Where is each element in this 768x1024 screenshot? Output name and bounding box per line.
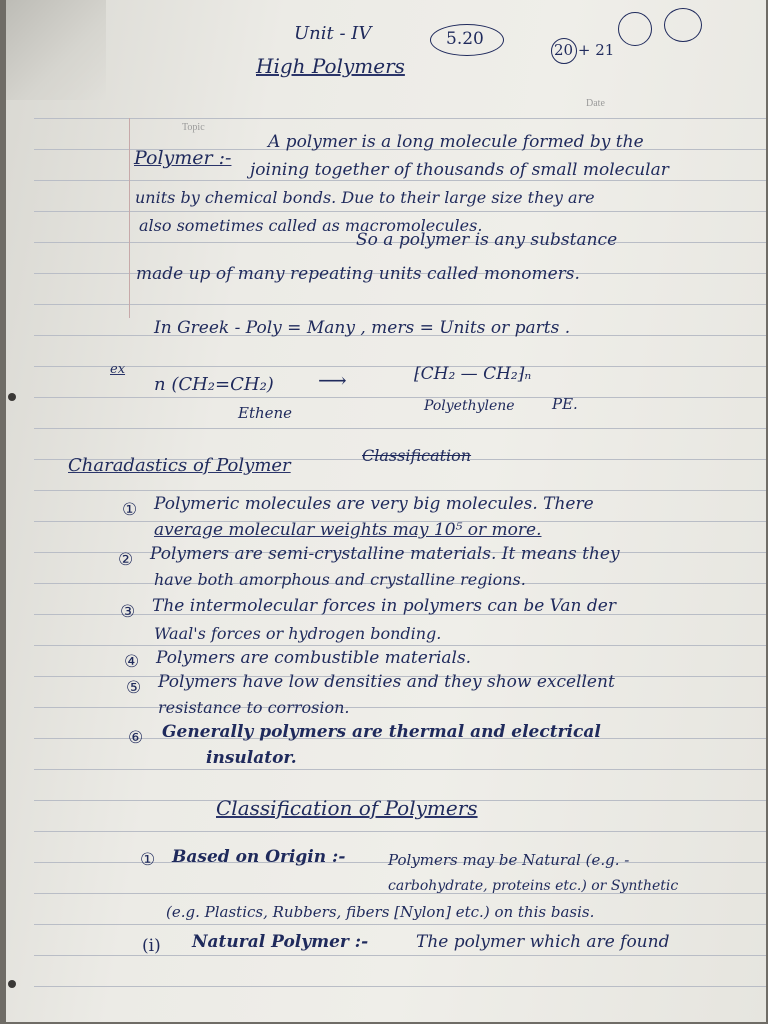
page-ref: 5.20 [446,29,484,49]
reaction-arrow: ⟶ [318,368,347,392]
ruled-line [34,118,766,119]
characteristic-line: Polymeric molecules are very big molecules. There [154,494,594,514]
item-number: ① [122,500,138,520]
ruled-line [34,304,766,305]
definition-term: Polymer :- [134,147,232,169]
item-number: ③ [120,602,136,622]
item-number: ⑤ [126,678,142,698]
product-abbr: PE. [552,395,578,413]
example-marker: ex [110,362,126,377]
characteristic-line: Waal's forces or hydrogen bonding. [154,624,442,643]
ruled-line [34,769,766,770]
item-number: ⑥ [128,728,144,748]
characteristic-line: Polymers are combustible materials. [156,648,472,668]
item-number: ① [140,850,156,870]
characteristic-line: average molecular weights may 10⁵ or more. [154,520,542,540]
margin-line [129,118,130,318]
classification-heading: Classification of Polymers [216,796,478,820]
ruled-line [34,490,766,491]
origin-label: Based on Origin :- [172,847,346,867]
ruled-line [34,986,766,987]
ruled-line [34,707,766,708]
definition-line: So a polymer is any substance [356,230,618,250]
characteristic-line: Polymers have low densities and they show excellent [158,672,615,692]
natural-polymer-label: Natural Polymer :- [192,932,369,952]
unit-label: Unit - IV [294,23,372,44]
origin-line: (e.g. Plastics, Rubbers, fibers [Nylon] etc.) on this basis. [166,903,595,921]
ruled-line [34,397,766,398]
reactant-name: Ethene [238,404,293,422]
definition-line: made up of many repeating units called monomers. [136,264,580,284]
notebook-page [6,0,766,1022]
characteristics-heading: Charadastics of Polymer [68,455,291,476]
ruled-line [34,831,766,832]
ruled-line [34,366,766,367]
page-corner-shadow [6,0,106,100]
item-number: ④ [124,652,140,672]
natural-polymer-text: The polymer which are found [416,932,670,952]
product-formula: ⁅CH₂ — CH₂⁆ₙ [414,364,532,384]
ruled-line [34,645,766,646]
page-title: High Polymers [256,54,405,78]
characteristic-line: Polymers are semi-crystalline materials. It means they [150,544,620,564]
characteristic-line: resistance to corrosion. [158,698,350,717]
greek-meaning: In Greek - Poly = Many , mers = Units or parts . [154,318,571,338]
characteristic-line: insulator. [206,748,297,768]
date-label: Date [586,98,605,109]
struck-heading-word: Classification [362,446,472,465]
definition-line: A polymer is a long molecule formed by the [268,132,644,152]
topic-label: Topic [182,122,205,133]
sub-item-number: (i) [142,936,161,956]
item-number: ② [118,550,134,570]
reactant-formula: n (CH₂=CH₂) [154,374,274,395]
binder-hole [8,980,16,988]
product-name: Polyethylene [424,398,515,414]
lecture-circle [664,8,702,42]
ruled-line [34,924,766,925]
ruled-line [34,211,766,212]
ruled-line [34,180,766,181]
origin-line: Polymers may be Natural (e.g. - [388,851,630,869]
definition-line: joining together of thousands of small molecular [250,160,669,180]
ruled-line [34,428,766,429]
origin-line: carbohydrate, proteins etc.) or Synthetic [388,878,679,894]
definition-line: units by chemical bonds. Due to their large size they are [135,188,595,207]
lecture-ref: 20 + 21 [554,41,615,59]
lecture-circle [618,12,652,46]
characteristic-line: have both amorphous and crystalline regions. [154,570,526,589]
characteristic-line: The intermolecular forces in polymers can be Van der [152,596,616,616]
characteristic-line: Generally polymers are thermal and electrical [162,722,601,742]
binder-hole [8,393,16,401]
definition-line: also sometimes called as macromolecules. [139,216,483,235]
